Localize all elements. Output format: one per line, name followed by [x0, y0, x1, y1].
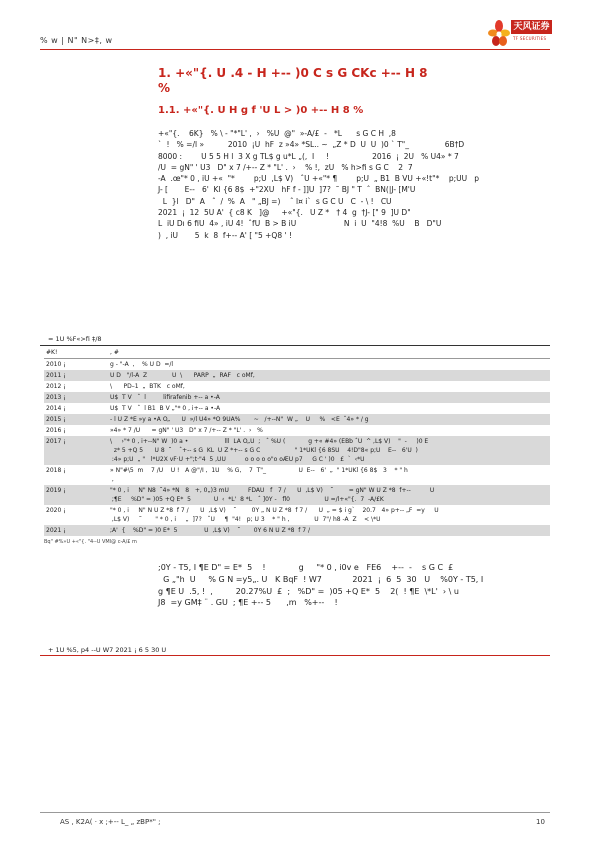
paragraph-line: 8000 : U 5 5 H l 3 X g TL$ g u*L „(, I ! 2016 ¡ 2U % U4» * 7: [158, 151, 459, 161]
table-header-event: , #: [108, 347, 550, 358]
row-year: 2019 ¡: [44, 485, 108, 505]
row-event: U$ T V ˆ l lifirafenib +-- a •-A: [108, 392, 550, 403]
paragraph-line: -A .œ"* 0 , iU +« "* p;U ,L$ V) ˆU +«"* ¶ p;U „ B1 B VU +«!t"* p;UU p: [158, 174, 480, 184]
figure-title: + 1U %5, p4 --U W7 2021 ¡ 6 5 30 U: [48, 646, 167, 654]
table-row: [44, 392, 550, 403]
table-row: [44, 381, 550, 392]
body-paragraph-2: [158, 562, 548, 609]
row-event: ;A' { %D" = )0 E* 5 U ,L$ V) ˜ 0Y 6 N U Z *8 f 7 /: [108, 525, 550, 536]
company-logo: [488, 18, 552, 52]
table-row: [44, 525, 550, 536]
table-body: [44, 358, 550, 536]
table-row: [44, 465, 550, 485]
table-row: [44, 505, 550, 525]
row-event: g - "-A , % U D =/l: [110, 360, 174, 368]
table-header-row: [44, 347, 550, 358]
paragraph-line: L }l D" A ˆ / % A " „BJ =) ˆ l¤ i` s G C U C - \ ! CU: [158, 196, 392, 206]
row-year: 2015 ¡: [44, 414, 108, 425]
paragraph-line: J8 =y GM‡ ¨ . GU ; ¶E +-- 5 ,m %+-- !: [158, 598, 338, 608]
paragraph-line: ) , iU 5 k 8 f+-- A' [ "5 +Q8 ' !: [158, 230, 292, 240]
table-row: [44, 403, 550, 414]
paragraph-line: ;0Y - T5, I ¶E D" = E* 5 ! g "* 0 , i0v e FE6 +-- - s G C £: [158, 563, 454, 572]
paragraph-line: ` ! % =/l » 2010 ¡U hF z »4» *SL.. ~ „Z * D U U )0 ` T"_ 6B†D: [158, 140, 465, 150]
row-event: » N"#\5 m 7 /U U ! A @"/I , 1U % G, 7 T"_ U E-- 6' „ " 1*UKl {6 8$ 3 * " h ,: [110, 466, 408, 483]
row-year: 2017 ¡: [44, 436, 108, 465]
row-year: 2010 ¡: [46, 360, 66, 368]
paragraph-line: J- [ E-- 6' Kl {6 8$ +"2XU hF f - ]]U ]7? ˜ BJ " T ˆ BN(|J- [M'U: [158, 185, 416, 195]
row-year: 2021 ¡: [44, 525, 108, 536]
table-row: [44, 425, 550, 436]
figure-rule: [40, 655, 550, 656]
paragraph-line: L iU Dı 6 fiU 4» , iU 4! ˆfU B > B iU N i U "4!8 %U B D"U: [158, 219, 442, 229]
footer-disclaimer: AS , K2A( · x ;+-- L_ „ zBP*" ;: [60, 818, 161, 826]
body-paragraph-1: [158, 128, 548, 241]
milestone-table: [44, 347, 550, 536]
paragraph-line: 2021 ¡ 12 5U A' { c8 K ]@ +«"{. U Z * † 4 g †J- [" 9 ]U D": [158, 208, 411, 218]
subsection-heading: 1.1. +«"{. U H g f 'U L > )0 +-- H 8 %: [158, 105, 364, 116]
running-header: % w | N" N>‡, w: [40, 36, 113, 45]
row-year: 2013 ¡: [44, 392, 108, 403]
row-event: \ ›"* 0 , i+--N" W )0 a • lll LA O„U ; ˆ %U ( g +« #4» (EBb ˆU ^ ,L$ V) " - )0 E z* 5 +Q 5 U 8 ˜ ˆ+-- s G KL U Z *+-- s G C " 1*UKl {6 8SU 4!D"8« p;U E-- 6'U ) :4» p;U „ " l*U2X vF·U +";t·"4 5 ,UU o o o o o"o oÆU p7 G C ' )0 £ ` ‹*U: [108, 436, 550, 465]
logo-text-en: TF SECURITIES: [513, 36, 547, 41]
table-header-year: #K!: [44, 347, 108, 358]
page-number: 10: [536, 818, 545, 826]
row-year: 2016 ¡: [46, 426, 66, 434]
paragraph-line: +«"{. 6K} % \ - "*"L' , › %U @" »-A/£ - *L s G C H ,8: [158, 129, 396, 138]
row-year: 2012 ¡: [46, 382, 66, 390]
paragraph-line: g ¶E U .5, ! , 20.27%U £ ; %D" = )05 +Q E* 5 2( ! ¶E \*L' › \ u: [158, 586, 459, 596]
row-event: \ PD–1 „ BTK c oMf,: [110, 382, 185, 390]
row-year: 2020 ¡: [46, 506, 66, 514]
row-year: 2014 ¡: [46, 404, 66, 412]
row-event: »4» * 7 /U = gN" ' U3 D" x 7 /+-- Z * "L' . › %: [110, 426, 263, 434]
table-row: [44, 370, 550, 381]
table-row: [44, 358, 550, 370]
row-event: "* 0 , i N" N8 ˜4» *N 8 +, 0„)3 mU FDAU f 7 / U ,L$ V) ˜ = gN" W U Z *8 f+-- U ;¶E %D" = )05 +Q E* 5 U ‹ *L' 8 *L ˆ ]0Y - fl0 U =/l+«"{. 7 -A/£K: [108, 485, 550, 505]
table-row: [44, 414, 550, 425]
logo-text-cn: 天风证券: [511, 20, 552, 34]
table-top-rule: [40, 345, 550, 346]
paragraph-line: G „"h U % G N =y5„. U K BqF ! W7 2021 ¡ 6 5 30 U %0Y - T5, I: [158, 574, 484, 584]
paragraph-line: /U = gN" ' U3 D" x 7 /+-- Z * "L' . › % !, zU % h>fi s G C 2 7: [158, 162, 413, 172]
header-divider: [40, 49, 550, 50]
row-event: - l U Z *E »y a •A O„ U »/l U4» *O 9UA% ~ /+--N" W „ U % <E ˆ4» * / g: [108, 414, 550, 425]
row-year: 2011 ¡: [44, 370, 108, 381]
row-event: U D "/l-A Z U \ PARP „ RAF c oMf,: [108, 370, 550, 381]
flower-logo-icon: [488, 20, 510, 48]
row-event: U$ T V ˆ l B1 B V „"* 0 , i+-- a •-A: [110, 404, 221, 412]
table-row: [44, 485, 550, 505]
table-source-note: Bq" #%»U +«"{. "4--U VMl@ c-A/£ m: [44, 539, 137, 545]
row-event: "* 0 , i N" N U Z *8 f 7 / U ,L$ V) ˜ 0Y „ N U Z *8 f 7 / U „ = $ i g` 20.7 4» p+-- „F =y U ,L$ V) ˜ " * 0 , i „ ]7? ˆU ¶ "4! p; U 3 * " h , U 7"/ h8 -A Z < \*U: [110, 506, 439, 523]
table-title: = 1U %F«>fi ‡/8: [48, 335, 102, 343]
table-row: [44, 436, 550, 465]
row-year: 2018 ¡: [46, 466, 66, 474]
footer-divider: [40, 812, 550, 813]
section-heading: 1. +«"{. U .4 - H +-- )0 C s G CKc +-- H 8 %: [158, 66, 428, 95]
